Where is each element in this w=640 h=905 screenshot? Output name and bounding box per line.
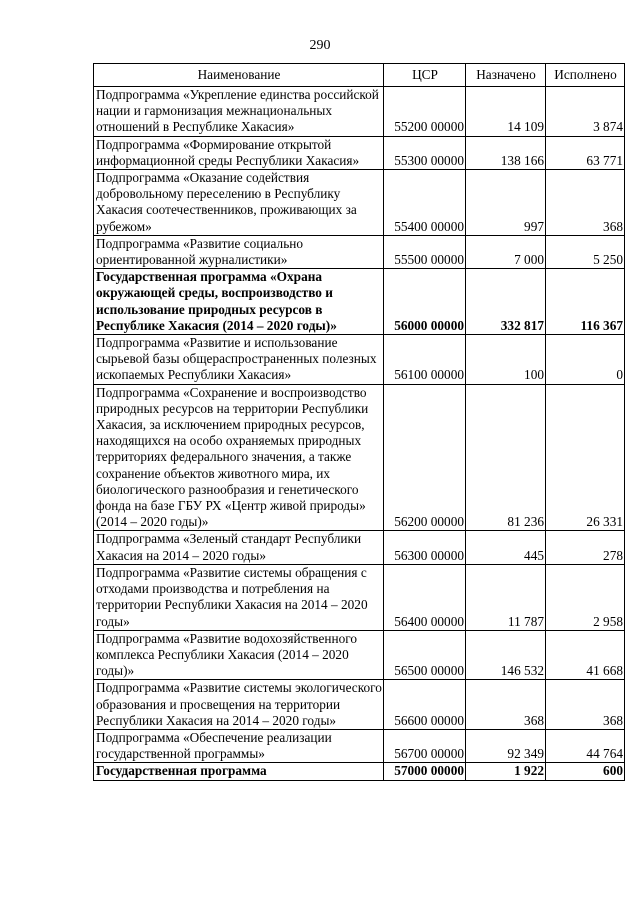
row-code: 55300 00000 [384, 136, 466, 169]
row-executed: 5 250 [546, 235, 625, 268]
row-code: 56000 00000 [384, 269, 466, 335]
table-row [94, 87, 625, 137]
row-code: 56700 00000 [384, 729, 466, 762]
row-executed: 368 [546, 170, 625, 236]
table-row [94, 630, 625, 680]
row-assigned: 332 817 [466, 269, 546, 335]
row-code: 55200 00000 [384, 87, 466, 137]
row-code: 56200 00000 [384, 384, 466, 531]
table-row-program [94, 763, 625, 780]
row-code: 55400 00000 [384, 170, 466, 236]
row-name: Подпрограмма «Развитие системы экологического образования и просвещения на территории Республики Хакасия на 2014 – 2020 годы» [94, 680, 384, 730]
table-row [94, 564, 625, 630]
row-assigned: 997 [466, 170, 546, 236]
table-row [94, 729, 625, 762]
row-assigned: 100 [466, 335, 546, 385]
row-assigned: 1 922 [466, 763, 546, 780]
row-name: Подпрограмма «Сохранение и воспроизводство природных ресурсов на территории Республики Хакасия, за исключением природных ресурсов, находящихся на особо охраняемых природных территориях федерального значения, а также сохранение объектов животного мира, их биологического разнообразия и генетического фонда на базе ГБУ РХ «Центр живой природы» (2014 – 2020 годы)» [94, 384, 384, 531]
row-assigned: 11 787 [466, 564, 546, 630]
row-code: 56400 00000 [384, 564, 466, 630]
row-executed: 3 874 [546, 87, 625, 137]
row-name: Государственная программа [94, 763, 384, 780]
row-executed: 44 764 [546, 729, 625, 762]
row-executed: 2 958 [546, 564, 625, 630]
row-code: 57000 00000 [384, 763, 466, 780]
row-assigned: 81 236 [466, 384, 546, 531]
row-name: Подпрограмма «Развитие социально ориентированной журналистики» [94, 235, 384, 268]
row-assigned: 14 109 [466, 87, 546, 137]
row-executed: 26 331 [546, 384, 625, 531]
row-executed: 600 [546, 763, 625, 780]
row-assigned: 7 000 [466, 235, 546, 268]
header-name: Наименование [94, 64, 384, 87]
row-assigned: 445 [466, 531, 546, 564]
row-code: 55500 00000 [384, 235, 466, 268]
table-row [94, 680, 625, 730]
header-code: ЦСР [384, 64, 466, 87]
row-executed: 368 [546, 680, 625, 730]
row-name: Государственная программа «Охрана окружающей среды, воспроизводство и использование природных ресурсов в Республике Хакасия (2014 – 2020 годы)» [94, 269, 384, 335]
table-header-row [94, 64, 625, 87]
header-executed: Исполнено [546, 64, 625, 87]
row-assigned: 138 166 [466, 136, 546, 169]
row-executed: 41 668 [546, 630, 625, 680]
table-row [94, 170, 625, 236]
row-name: Подпрограмма «Укрепление единства российской нации и гармонизация межнациональных отношений в Республике Хакасия» [94, 87, 384, 137]
row-executed: 63 771 [546, 136, 625, 169]
row-executed: 116 367 [546, 269, 625, 335]
row-name: Подпрограмма «Обеспечение реализации государственной программы» [94, 729, 384, 762]
row-name: Подпрограмма «Зеленый стандарт Республики Хакасия на 2014 – 2020 годы» [94, 531, 384, 564]
row-code: 56100 00000 [384, 335, 466, 385]
row-name: Подпрограмма «Формирование открытой информационной среды Республики Хакасия» [94, 136, 384, 169]
page-number: 290 [309, 38, 331, 53]
row-name: Подпрограмма «Развитие системы обращения с отходами производства и потребления на территории Республики Хакасия на 2014 – 2020 годы» [94, 564, 384, 630]
budget-table [93, 63, 625, 781]
row-executed: 278 [546, 531, 625, 564]
row-name: Подпрограмма «Развитие водохозяйственного комплекса Республики Хакасия (2014 – 2020 годы)» [94, 630, 384, 680]
table-row [94, 235, 625, 268]
table-row [94, 136, 625, 169]
row-assigned: 146 532 [466, 630, 546, 680]
row-code: 56600 00000 [384, 680, 466, 730]
row-name: Подпрограмма «Оказание содействия добровольному переселению в Республику Хакасия соотечественников, проживающих за рубежом» [94, 170, 384, 236]
table-row-program [94, 269, 625, 335]
table-row [94, 335, 625, 385]
header-assigned: Назначено [466, 64, 546, 87]
table-row [94, 531, 625, 564]
row-code: 56300 00000 [384, 531, 466, 564]
row-assigned: 368 [466, 680, 546, 730]
table-row [94, 384, 625, 531]
row-assigned: 92 349 [466, 729, 546, 762]
row-name: Подпрограмма «Развитие и использование сырьевой базы общераспространенных полезных ископаемых Республики Хакасия» [94, 335, 384, 385]
row-executed: 0 [546, 335, 625, 385]
row-code: 56500 00000 [384, 630, 466, 680]
